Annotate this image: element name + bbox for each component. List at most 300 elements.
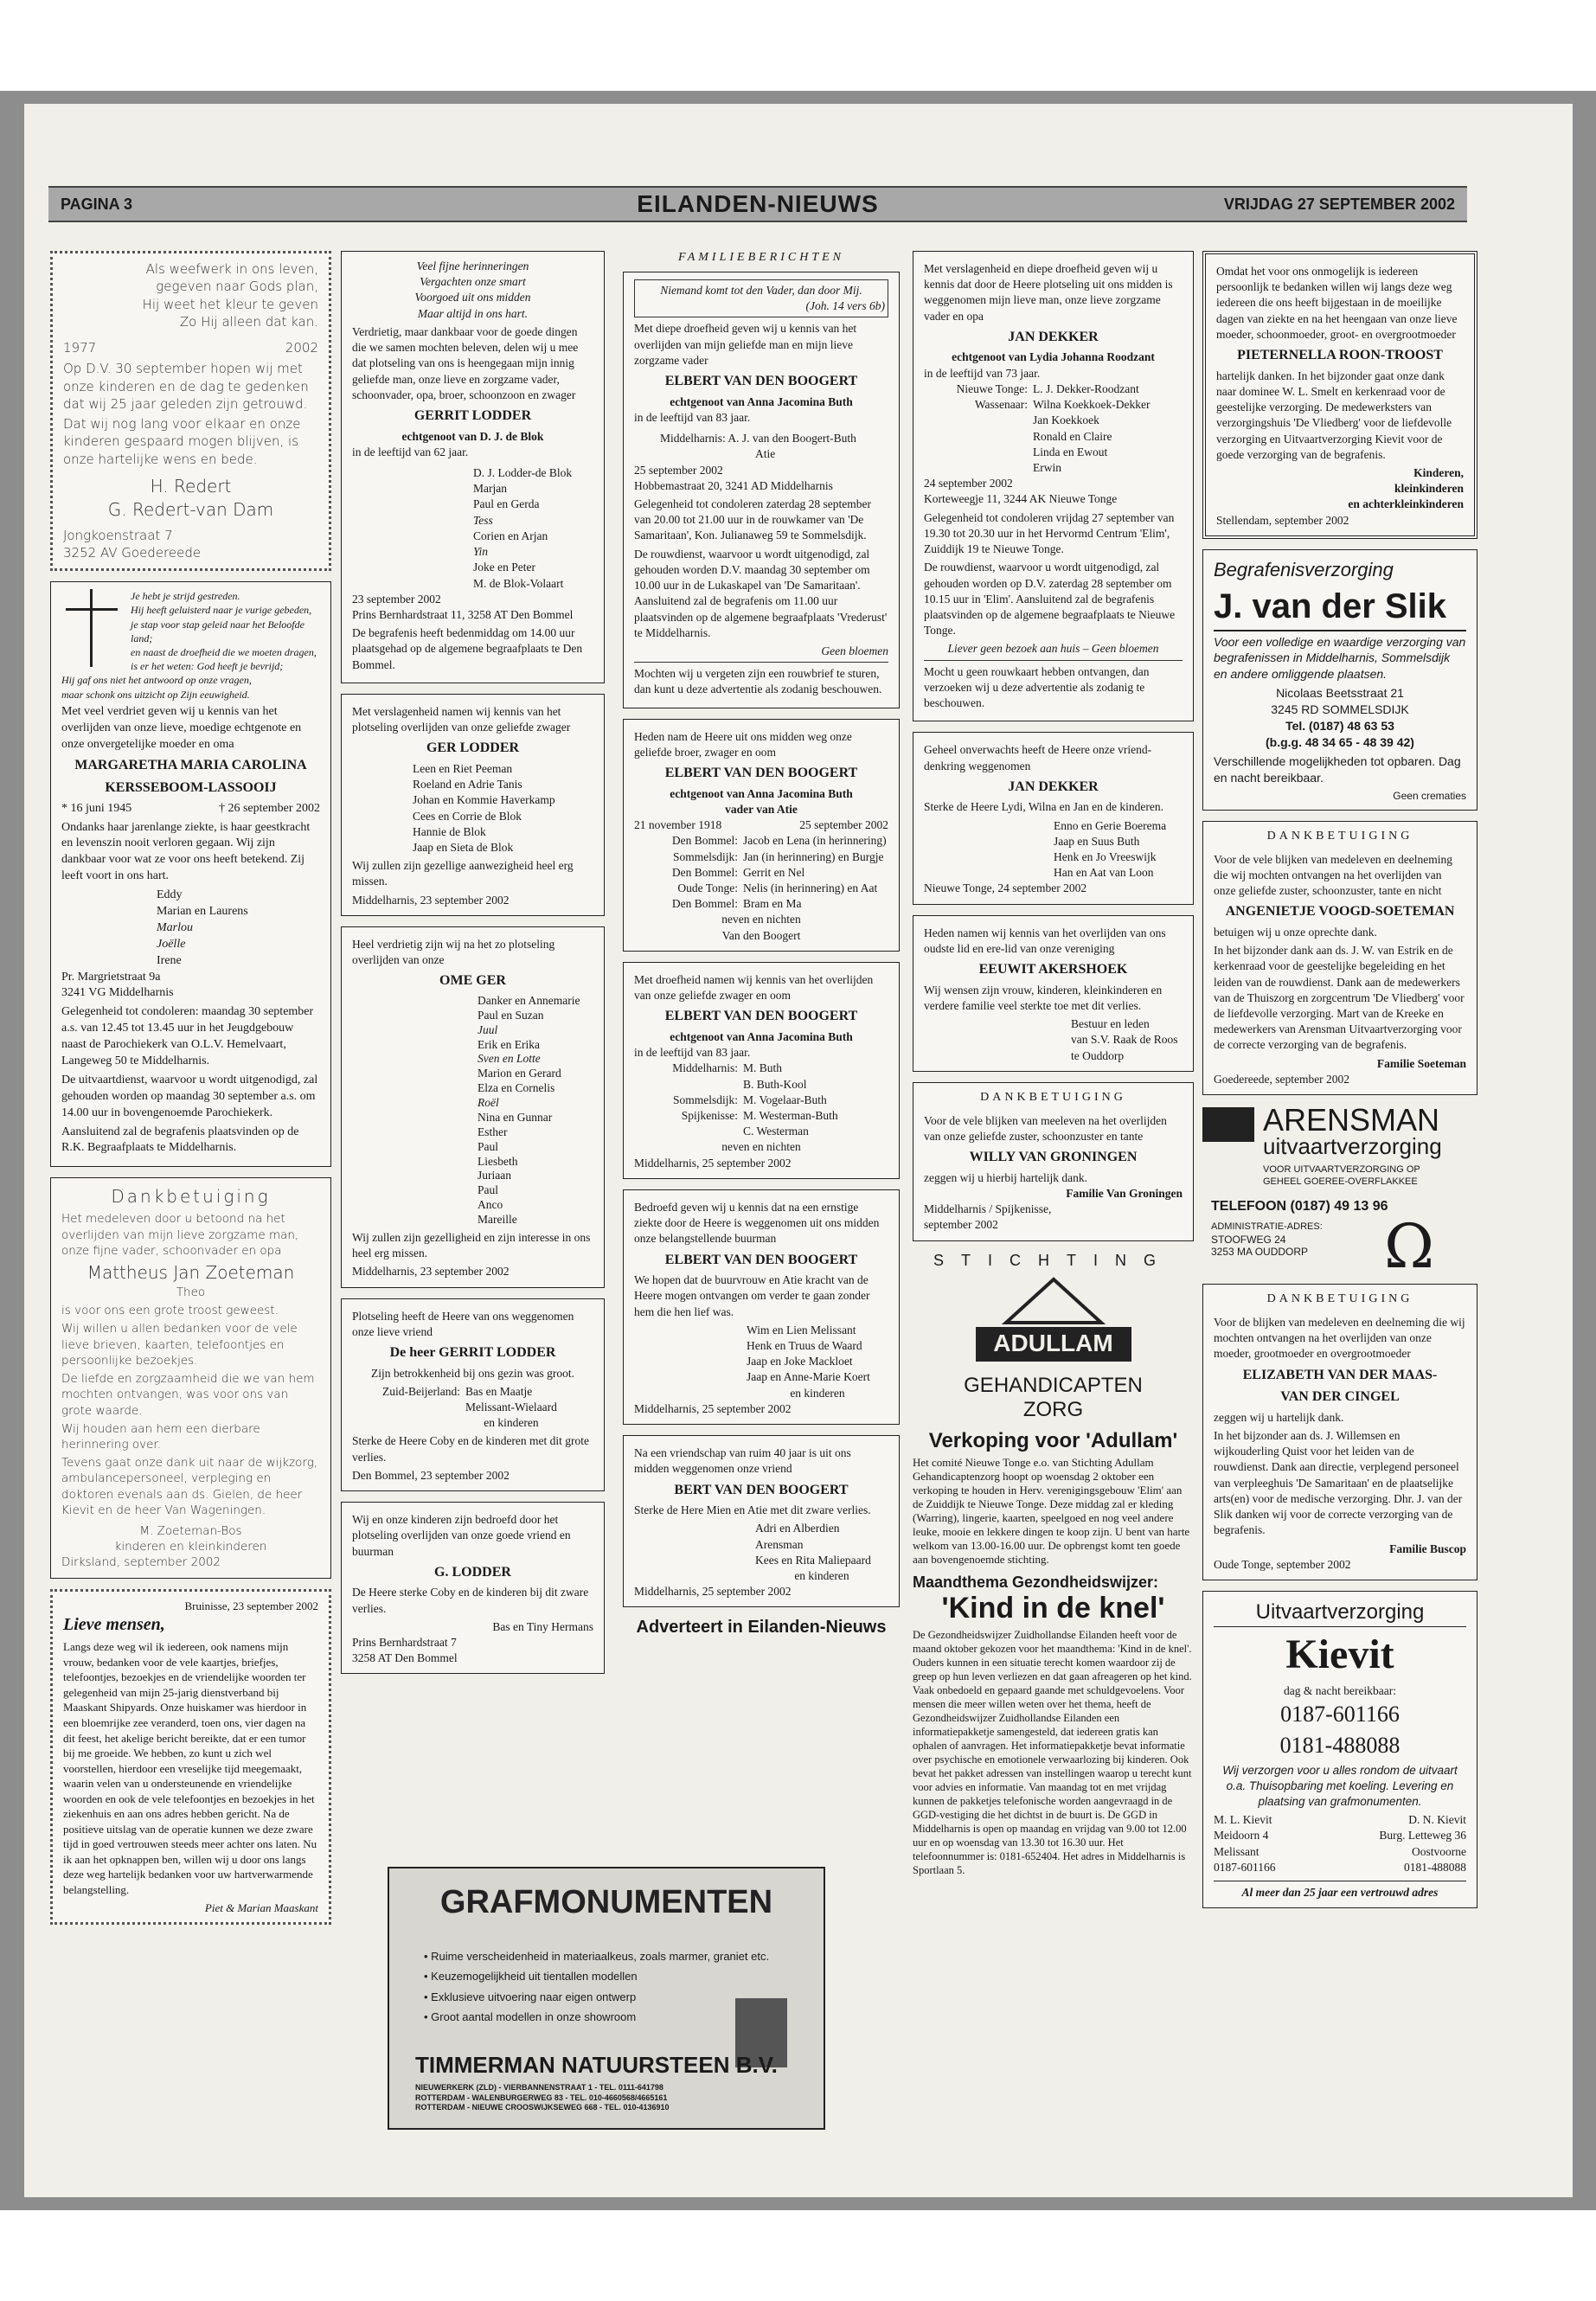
address: 3245 RD SOMMELSDIJK <box>1271 702 1409 717</box>
poem-line: Hij heeft geluisterd naar je vurige gebeden, <box>131 604 312 617</box>
article-kicker: Maandthema Gezondheidswijzer: <box>913 1573 1159 1591</box>
family-line: Bas en Maatje <box>465 1384 533 1398</box>
contact-line: 0187-601166 <box>1214 1860 1276 1874</box>
birth-date: * 16 juni 1945 <box>61 801 132 815</box>
bullet-line: • Keuzemogelijkheid uit tientallen modellen <box>424 1970 638 1984</box>
place-date: Bruinisse, 23 september 2002 <box>184 1599 318 1612</box>
age-line: in de leeftijd van 83 jaar. <box>634 410 751 424</box>
place-date: Middelharnis, 23 september 2002 <box>352 1265 510 1279</box>
contact-line: M. L. Kievit <box>1214 1813 1272 1827</box>
deceased-name: OME GER <box>439 973 506 989</box>
bullet-text: Groot aantal modellen in onze showroom <box>431 2010 637 2024</box>
row-place <box>924 429 1033 445</box>
ad-title: DANKBETUIGING <box>1266 1292 1413 1306</box>
row-names: Linda en Ewout <box>1033 445 1108 458</box>
signature: Familie Van Groningen <box>1066 1186 1183 1200</box>
family-line: Mareille <box>478 1213 517 1226</box>
contact-line: D. N. Kievit <box>1408 1813 1466 1827</box>
obituary-lodder <box>341 251 605 683</box>
phone: 0187-601166 <box>1280 1702 1400 1727</box>
row-names: Nelis (in herinnering) en Aat <box>743 881 878 894</box>
company-subtitle: uitvaartverzorging <box>1263 1133 1442 1160</box>
signature: en achterkleinkinderen <box>1348 497 1464 511</box>
address: Korteweegje 11, 3244 AK Nieuwe Tonge <box>924 492 1118 506</box>
address: Prins Bernhardstraat 7 <box>352 1636 457 1649</box>
ad-text: We hopen dat de buurvrouw en Atie kracht van de Heere mogen ontvangen om verder te gaan zonder hem die hen lief was. <box>634 1273 870 1318</box>
row-place: Middelharnis: <box>672 1061 738 1075</box>
family-line: Danker en Annemarie <box>478 993 580 1007</box>
bullet-text: Keuzemogelijkheid uit tientallen modellen <box>431 1970 638 1984</box>
family-line: Marion en Gerard <box>478 1067 561 1080</box>
obituary-g-lodder-neighbours <box>341 1502 605 1674</box>
family-line: Jaap en Joke Mackloet <box>747 1355 853 1368</box>
ad-text: De uitvaartdienst, waarvoor u wordt uitgenodigd, zal gehouden worden op maandag 30 september a.s. om 14.00 uur in bovengenoemde Parochiekerk. <box>61 1073 318 1119</box>
age-line: in de leeftijd van 62 jaar. <box>352 445 469 458</box>
spouse-line: echtgenoot van Anna Jacomina Buth <box>670 1029 853 1043</box>
contact-line: Burg. Letteweg 36 <box>1379 1829 1466 1843</box>
deceased-name: BERT VAN DEN BOOGERT <box>674 1482 849 1497</box>
family-line: en kinderen <box>794 1568 849 1582</box>
ad-text: Sterke de Heere Coby en de kinderen met dit grote verlies. <box>352 1434 590 1464</box>
column-3 <box>623 251 900 1638</box>
ad-text: In het bijzonder dank aan ds. J. W. van Estrik en de kerkenraad voor de geestelijke begeleiding en het leiden van de rouwdienst. Dank aan de medewerkers van de Thuiszorg en zorgcentrum 'De Vliedberg' voor de liefdevolle verzorging. Mart van de Kreeke en medewerkers van Arensman Uitvaartverzorging voor de correcte verzorging van de begrafenis. <box>1214 944 1465 1052</box>
row-place: Sommelsdijk: <box>672 1093 738 1106</box>
row-names: Ronald en Claire <box>1033 429 1112 443</box>
deceased-name: VAN DER CINGEL <box>1280 1389 1400 1405</box>
ad-text: Heden nam de Heere uit ons midden weg onze geliefde broer, zwager en oom <box>634 729 852 759</box>
deceased-name: ELBERT VAN DEN BOOGERT <box>664 1252 858 1267</box>
deceased-name: ELBERT VAN DEN BOOGERT <box>664 1009 858 1024</box>
family-line: Middelharnis: A. J. van den Boogert-Buth <box>660 432 856 445</box>
obituary-dekker-friends <box>913 732 1194 904</box>
family-line: M. de Blok-Volaart <box>473 576 564 590</box>
deceased-name: De heer GERRIT LODDER <box>389 1344 556 1360</box>
family-line: Liesbeth <box>478 1154 518 1168</box>
company-name: J. van der Slik <box>1214 583 1466 631</box>
deceased-name: G. LODDER <box>434 1564 511 1580</box>
spouse-line: echtgenoot van Anna Jacomina Buth <box>670 786 853 800</box>
family-line: Paul <box>478 1183 499 1197</box>
ad-text: is voor ons een grote troost geweest. <box>61 1304 279 1318</box>
date: september 2002 <box>924 1218 998 1232</box>
poem-line: gegeven naar Gods plan, <box>156 279 318 295</box>
ad-footer: Al meer dan 25 jaar een vertrouwd adres <box>1214 1881 1466 1900</box>
family-line: Juriaan <box>478 1169 511 1183</box>
deceased-name: ELBERT VAN DEN BOOGERT <box>664 374 858 389</box>
family-line: Elza en Cornelis <box>478 1081 555 1095</box>
note: Geen crematies <box>1393 789 1466 802</box>
ad-text: Wij wensen zijn vrouw, kinderen, kleinkinderen en verdere familie veel sterkte toe met dit verlies. <box>924 983 1163 1012</box>
ad-text: Met diepe droefheid geven wij u kennis van het overlijden van mijn geliefde man en mijn lieve zorgzame vader <box>634 322 857 367</box>
family-line: Anco <box>478 1198 503 1212</box>
row-names: M. Westerman-Buth <box>743 1108 838 1122</box>
article-headline: Verkoping voor 'Adullam' <box>928 1428 1178 1452</box>
ad-text: dag & nacht bereikbaar: <box>1283 1684 1397 1698</box>
ad-text: Sterke de Heere Lydi, Wilna en Jan en de kinderen. <box>924 800 1163 814</box>
place: Middelharnis / Spijkenisse, <box>924 1202 1052 1216</box>
signature: M. Zoeteman-Bos <box>139 1524 242 1539</box>
place-date: Den Bommel, 23 september 2002 <box>352 1468 510 1482</box>
poem-line: Veel fijne herinneringen <box>416 260 529 272</box>
address: Jongkoenstraat 7 <box>63 527 173 543</box>
page-header <box>48 186 1467 222</box>
ad-text: Gelegenheid tot condoleren zaterdag 28 september van 20.00 tot 21.00 uur in de rouwkamer van 'De Samaritaan', Kon. Julianaweg 59 te Sommelsdijk. <box>634 497 872 542</box>
ad-text: zeggen wij u hartelijk dank. <box>1214 1410 1344 1424</box>
poem-line: is er het weten: God heeft je bevrijd; <box>131 660 284 673</box>
row-place: Den Bommel: <box>671 897 738 911</box>
poem-line: Als weefwerk in ons leven, <box>145 261 318 277</box>
stichting-label: STICHTING <box>933 1251 1173 1269</box>
place-date: Middelharnis, 25 september 2002 <box>634 1585 792 1599</box>
company-name: TIMMERMAN NATUURSTEEN B.V. <box>415 2052 778 2078</box>
row-place <box>634 1077 743 1093</box>
family-line: Marian en Laurens <box>157 904 248 918</box>
knel-article <box>913 1574 1194 1877</box>
ad-text: Wij verzorgen voor u alles rondom de uitvaart o.a. Thuisopbaring met koeling. Levering en plaatsing van grafmonumenten. <box>1222 1763 1458 1809</box>
cross-icon <box>61 589 122 667</box>
ad-text: Heden namen wij kennis van het overlijden van ons oudste lid en ere-lid van onze vereniging <box>924 926 1166 955</box>
spouse-line: echtgenoot van D. J. de Blok <box>401 429 544 443</box>
ad-text: Met verslagenheid namen wij kennis van het plotseling overlijden van onze geliefde zwager <box>352 704 571 734</box>
ad-title: GRAFMONUMENTEN <box>439 1884 773 1920</box>
row-names: M. Vogelaar-Buth <box>743 1093 827 1106</box>
deceased-name: JAN DEKKER <box>1008 329 1099 344</box>
family-line: Esther <box>478 1125 508 1138</box>
family-line: Marjan <box>473 482 507 496</box>
obituary-boogert-siblings <box>623 719 900 952</box>
deceased-name: ELBERT VAN DEN BOOGERT <box>664 766 858 781</box>
signature: te Ouddorp <box>1071 1048 1125 1062</box>
thanks-ad-voogd <box>1202 821 1477 1095</box>
bullet-line: • Groot aantal modellen in onze showroom <box>424 2010 637 2024</box>
deceased-name: GERRIT LODDER <box>413 407 532 423</box>
family-line: Jaap en Sieta de Blok <box>413 840 514 854</box>
family-line: Han en Aat van Loon <box>1054 866 1154 880</box>
poem-line: je stap voor stap geleid naar het Beloofde land; <box>131 618 304 644</box>
thanks-ad-maaskant <box>50 1589 331 1925</box>
obituary-gerrit-lodder-friends <box>341 1298 605 1492</box>
deceased-name: PIETERNELLA ROON-TROOST <box>1237 348 1443 363</box>
thanks-ad-roon <box>1202 251 1477 539</box>
family-line: Henk en Truus de Waard <box>747 1338 862 1352</box>
row-place: Wassenaar: <box>974 398 1028 412</box>
ad-text: Verschillende mogelijkheden tot opbaren. Dag en nacht bereikbaar. <box>1214 753 1461 785</box>
death-date: 25 september 2002 <box>799 818 888 832</box>
phone: 0181-488088 <box>1279 1732 1401 1758</box>
ad-van-der-slik <box>1202 549 1477 811</box>
family-line: Adri en Alberdien Arensman <box>755 1522 840 1551</box>
deceased-name: MARGARETHA MARIA CAROLINA <box>74 758 307 773</box>
row-names: M. Buth <box>743 1061 783 1075</box>
omega-icon: Ω <box>1384 1211 1435 1283</box>
ad-text: Geheel onverwachts heeft de Heere onze vriend-denkring weggenomen <box>924 743 1152 772</box>
thanks-ad-zoeteman <box>50 1177 331 1578</box>
family-line: Cees en Corrie de Blok <box>413 809 522 823</box>
adullam-article <box>913 1252 1194 1567</box>
bible-reference: (Joh. 14 vers 6b) <box>805 299 885 313</box>
family-line: Roeland en Adrie Tanis <box>413 778 522 792</box>
date: 24 september 2002 <box>924 477 1013 490</box>
ad-kicker: Begrafenisverzorging <box>1214 558 1394 580</box>
age-line: in de leeftijd van 83 jaar. <box>634 1046 751 1060</box>
bible-verse: Niemand komt tot den Vader, dan door Mij. <box>660 284 862 297</box>
obituary-boogert-neighbours <box>623 1189 900 1425</box>
deceased-name: EEUWIT AKERSHOEK <box>978 962 1128 977</box>
death-date: † 26 september 2002 <box>218 801 320 815</box>
signature: Bas en Tiny Hermans <box>492 1619 593 1633</box>
spouse-line: echtgenoot van Lydia Johanna Roodzant <box>952 350 1155 364</box>
ad-text: Wij houden aan hem een dierbare herinnering over. <box>61 1421 260 1452</box>
signature: kleinkinderen <box>1394 482 1464 496</box>
branch-line: ROTTERDAM - NIEUWE CROOSWIJKSEWEG 668 - TEL. 010-4136910 <box>415 2103 670 2112</box>
family-line: Corien en Arjan <box>473 529 548 542</box>
thanks-ad-cingel <box>1202 1284 1477 1580</box>
family-line: en kinderen <box>484 1416 539 1430</box>
poem-line: en naast de droefheid die we moeten dragen, <box>131 646 317 658</box>
ad-text: Ondanks haar jarenlange ziekte, is haar geestkracht en levenszin nooit verloren gegaan. Wij zijn dankbaar voor wat ze voor ons heeft betekend. Zij leeft voort in ons hart. <box>61 820 311 883</box>
obituary-ger-lodder <box>341 694 605 916</box>
ad-text: Met verslagenheid en diepe droefheid geven wij u kennis dat door de Heere plotseling uit ons midden is weggenomen mijn lieve man, onze lieve zorgzame vader en opa <box>924 262 1173 323</box>
ad-text: In het bijzonder aan ds. J. Willemsen en wijkouderling Quist voor het leiden van de rouwdienst. Dank aan directie, verplegend personeel van verpleeghuis 'De Samaritaan' en de plaatselijke arts(en) voor de medische verzorging. Dhr. J. van der Slik danken wij voor de correcte verzorging van de begrafenis. <box>1214 1429 1463 1537</box>
family-line: Leen en Riet Peeman <box>413 761 513 775</box>
contact-line: Oostvoorne <box>1412 1844 1466 1858</box>
family-line: Kees en Rita Maliepaard <box>755 1553 871 1567</box>
family-line: Atie <box>755 447 776 461</box>
family-line: Joke en Peter <box>473 561 535 574</box>
column-1 <box>50 251 331 1935</box>
family-line: Erik en Erika <box>478 1037 540 1051</box>
ad-text: Langs deze weg wil ik iedereen, ook namens mijn vrouw, bedanken voor de vele kaartjes, briefjes, telefoontjes, bezoekjes en de vriendelijke woorden ter gelegenheid van mijn 25-jarig dienstverband bij Maaskant Shipyards. Onze huiskamer was hierdoor in een bloemrijke zee veranderd, toen ons, vier dagen na dit feest, het akelige bericht bereikte, dat er een tumor bij me groeide. We hebben, zo kunt u zich wel voorstellen, hierdoor een vreselijke tijd meegemaakt, waarin velen van u ondersteunende en vriendelijke woorden en ook de vele telefoontjes en bezoekjes in het ziekenhuis en aan ons adres hebben gericht. Na de positieve uitslag van de operatie kunnen we deze zware tijd in goed vertrouwen steeds meer achter ons laten. Nu ik aan het opknappen ben, willen wij u door ons langs deze weg hartelijk bedanken voor uw hartverwarmende belangstelling. <box>63 1640 317 1896</box>
logo-subtitle: GEHANDICAPTEN <box>964 1373 1143 1397</box>
ad-text: Wij en onze kinderen zijn bedroefd door het plotseling overlijden van onze goede vriend en buurman <box>352 1513 571 1558</box>
issue-date: VRIJDAG 27 SEPTEMBER 2002 <box>1223 195 1455 213</box>
ad-title: DANKBETUIGING <box>980 1090 1126 1104</box>
address: Nicolaas Beetsstraat 21 <box>1276 686 1404 701</box>
column-5 <box>1202 251 1477 1919</box>
ad-text: Heel verdrietig zijn wij na het zo plotseling overlijden van onze <box>352 937 555 967</box>
family-line: Yin <box>473 545 489 559</box>
column-2 <box>341 251 605 1684</box>
family-line: Paul en Gerda <box>473 497 540 511</box>
poem-line: maar schonk ons uitzicht op Zijn eeuwigheid. <box>61 688 250 701</box>
address-label: ADMINISTRATIE-ADRES: <box>1211 1221 1323 1233</box>
family-line: neven en nichten <box>721 1140 801 1154</box>
family-line: Marlou <box>157 920 193 934</box>
row-names: Wilna Koekkoek-Dekker <box>1033 398 1151 412</box>
contact-line: Meidoorn 4 <box>1214 1829 1269 1843</box>
row-names: L. J. Dekker-Roodzant <box>1033 381 1139 395</box>
row-place <box>634 1124 743 1139</box>
place: Zuid-Beijerland: <box>382 1384 460 1398</box>
row-names: Bram en Ma <box>743 897 802 911</box>
ad-text: Het medeleven door u betoond na het overlijden van mijn lieve zorgzame man, onze fijne vader, schoonvader en opa <box>61 1212 299 1258</box>
phone: (b.g.g. 48 34 65 - 48 39 42) <box>1266 734 1414 749</box>
ad-text: Voor een volledige en waardige verzorging van begrafenissen in Middelharnis, Sommelsdijk en andere omliggende plaatsen. <box>1214 634 1466 682</box>
deceased-name: GER LODDER <box>426 740 520 756</box>
poem-line: Hij gaf ons niet het antwoord op onze vragen, <box>61 674 252 687</box>
row-place <box>924 413 1033 428</box>
obituary-ome-ger <box>341 926 605 1288</box>
row-names: Jacob en Lena (in herinnering) <box>743 834 887 848</box>
signature: G. Redert-van Dam <box>107 498 274 520</box>
family-line: Johan en Kommie Haverkamp <box>413 793 555 807</box>
article-body: Het comité Nieuwe Tonge e.o. van Stichting Adullam Gehandicaptenzorg hoopt op woensdag 2 oktober een verkoping te houden in Herv. verenigingsgebouw 'Elim' aan de Zuiddijk te Nieuwe Tonge. Deze middag zal er kleding (Warring), lingerie, kaarten, speelgoed en nog veel andere leuke, mooie en lekkere dingen te koop zijn. U bent van harte welkom van 13.00-16.00 uur. De opbrengst komt ten goede aan bovengenoemde stichting. <box>913 1455 1190 1566</box>
signature: Familie Soeteman <box>1376 1056 1466 1070</box>
ad-text: Voor de vele blijken van medeleven en deelneming die wij mochten ontvangen na het overlijden van onze geliefde zuster, schoonzuster, tante en nicht <box>1214 852 1453 898</box>
row-place: Nieuwe Tonge: <box>956 381 1028 395</box>
ad-text: Verdrietig, maar dankbaar voor de goede dingen die we samen mochten beleven, delen wij u mee dat plotseling van ons is heengegaan mijn innig geliefde man, onze lieve en zorgzame vader, schoonvader, opa, broer, schoonzoon en zwager <box>352 324 579 401</box>
bullet-text: Ruime verscheidenheid in materiaalkeus, zoals marmer, graniet etc. <box>431 1950 770 1963</box>
obituary-kersseboom <box>50 581 331 1167</box>
article-body: De Gezondheidswijzer Zuidhollandse Eilanden heeft voor de maand oktober gekozen voor het maandthema: 'Kind in de knel'. Ouders kunnen in een situatie terecht komen waardoor zij de greep op hun leven verliezen en dat gaan afreageren op het kind. Vaak onbedoeld en gepaard gaande met schuldgevoelens. Voor mensen die meer willen weten over het thema, heeft de Gezondheidswijzer Zuidhollandse Eilanden een informatiepakketje samengesteld, dat iedereen gratis kan ophalen of aanvragen. Het informatiepakketje bevat informatie over psychische en emotionele verwaarlozing bij kinderen. Ook bevat het pakket adressen van instellingen waarop u terecht kunt voor advies en informatie. Van maandag tot en met vrijdag kunnen de pakketjes telefonische worden aangevraagd in de GGD-vestiging die het dichtst in de buurt is. De GGD in Middelharnis is open op maandag en vrijdag van 9.00 tot 12.00 uur en op woensdag van 13.30 tot 16.30 uur. Het telefoonnummer is: 0181-652404. Het adres in Middelharnis is Sportlaan 5. <box>913 1628 1192 1876</box>
logo-subtitle: ZORG <box>1022 1397 1084 1421</box>
family-line: Hannie de Blok <box>413 824 486 838</box>
ad-text: De rouwdienst, waarvoor u wordt uitgenodigd, zal gehouden worden op D.V. zaterdag 28 september om 10.15 uur in 'Elim'. Aansluitend zal de begrafenis plaatsvinden op de algemene begraafplaats te Nieuwe Tonge. <box>924 561 1176 638</box>
spouse-line: vader van Atie <box>725 802 798 816</box>
family-line: Tess <box>473 513 493 527</box>
family-line: Jaap en Suus Buth <box>1054 834 1140 848</box>
ad-title: Lieve mensen, <box>63 1615 165 1635</box>
address: STOOFWEG 24 <box>1211 1234 1286 1247</box>
note: Liever geen bezoek aan huis – Geen bloemen <box>947 642 1159 656</box>
family-line: en kinderen <box>790 1386 845 1400</box>
ad-text: Plotseling heeft de Heere van ons weggenomen onze lieve vriend <box>352 1309 574 1338</box>
ad-text: Voor de blijken van medeleven en deelneming die wij mochten ontvangen na het overlijden van onze moeder, grootmoeder en overgrootmoeder <box>1214 1315 1465 1361</box>
place-date: Middelharnis, 23 september 2002 <box>352 893 510 907</box>
family-line: Wim en Lien Melissant <box>747 1323 856 1336</box>
family-line: neven en nichten <box>721 913 801 926</box>
family-line: Melissant-Wielaard <box>465 1400 557 1413</box>
place-date: Nieuwe Tonge, 24 september 2002 <box>924 881 1087 895</box>
ad-text: De liefde en zorgzaamheid die we van hem mochten ontvangen, was voor ons van grote waarde. <box>61 1372 315 1418</box>
poem-line: Maar altijd in ons hart. <box>417 306 529 320</box>
address: 3258 AT Den Bommel <box>352 1651 458 1665</box>
ad-text: Wij zullen zijn gezelligheid en zijn interesse in ons heel erg missen. <box>352 1230 591 1260</box>
place-date: Oude Tonge, september 2002 <box>1214 1557 1351 1571</box>
tagline: VOOR UITVAARTVERZORGING OP <box>1263 1164 1420 1176</box>
obituary-boogert-family <box>623 272 900 708</box>
row-place: Den Bommel: <box>671 834 738 848</box>
section-title: FAMILIEBERICHTEN <box>677 251 845 264</box>
branch-line: ROTTERDAM - WALENBURGERWEG 83 - TEL. 010-4660568/4665161 <box>415 2093 668 2102</box>
row-names: C. Westerman <box>743 1125 809 1138</box>
obituary-boogert-in-laws <box>623 962 900 1179</box>
place-date: Middelharnis, 25 september 2002 <box>634 1401 792 1415</box>
row-names: Erwin <box>1033 461 1061 474</box>
obituary-dekker-family <box>913 251 1194 721</box>
row-place: Spijkenisse: <box>681 1108 738 1122</box>
place-date: Stellendam, september 2002 <box>1216 513 1349 527</box>
family-line: Roël <box>478 1096 499 1109</box>
company-name: ARENSMAN <box>1263 1102 1440 1138</box>
place-date: Dirksland, september 2002 <box>61 1555 221 1570</box>
ad-title: DANKBETUIGING <box>1266 829 1413 843</box>
ad-text: hartelijk danken. In het bijzonder gaat onze dank naar dominee W. L. Smelt en kerkenraad voor de geestelijke verzorging. De medewerksters van verzorgingshuis 'De Vliedberg' voor de liefdevolle verzorging en Uitvaartverzorging Kievit voor de goede verzorging van de begrafenis. <box>1216 369 1452 461</box>
deceased-name: ELIZABETH VAN DER MAAS- <box>1242 1367 1438 1382</box>
date: 25 september 2002 <box>634 463 723 477</box>
ad-text: zeggen wij u hierbij hartelijk dank. <box>924 1170 1087 1184</box>
ad-text: Voor de vele blijken van meeleven na het overlijden van onze geliefde zuster, schoonzuster en tante <box>924 1113 1167 1143</box>
bullet-line: • Ruime verscheidenheid in materiaalkeus, zoals marmer, graniet etc. <box>424 1950 770 1963</box>
deceased-name: ANGENIETJE VOOGD-SOETEMAN <box>1225 904 1455 920</box>
address: 3241 VG Middelharnis <box>61 986 174 1000</box>
ad-kievit <box>1202 1591 1477 1908</box>
bullet-line: • Exklusieve uitvoering naar eigen ontwerp <box>424 1990 637 2003</box>
page-number: PAGINA 3 <box>61 195 133 213</box>
family-line: D. J. Lodder-de Blok <box>473 466 573 479</box>
ad-text: Aansluitend zal de begrafenis plaatsvinden op de R.K. Begraafplaats te Middelharnis. <box>61 1125 299 1155</box>
ad-text: Omdat het voor ons onmogelijk is iedereen persoonlijk te bedanken willen wij langs deze weg iedereen die ons heeft bijgestaan in de moeilijke dagen van ziekte en na het heengaan van onze lieve moeder, schoonmoeder, groot- en overgrootmoeder <box>1216 265 1458 341</box>
ad-title: Dankbetuiging <box>111 1186 271 1208</box>
column-4 <box>913 251 1194 1880</box>
ad-text: Met veel verdriet geven wij u kennis van het overlijden van onze lieve, moedige echtgenote en onze onvergetelijke moeder en oma <box>61 704 302 751</box>
masthead: EILANDEN-NIEUWS <box>637 190 879 217</box>
phone: Tel. (0187) 48 63 53 <box>1285 719 1394 734</box>
family-line: Sven en Lotte <box>478 1052 541 1066</box>
poem-line: Voorgoed uit ons midden <box>414 291 531 304</box>
row-names: Gerrit en Nel <box>743 865 805 879</box>
phone: TELEFOON (0187) 49 13 96 <box>1211 1199 1388 1215</box>
note: Geen bloemen <box>821 644 888 657</box>
address: 3252 AV Goedereede <box>63 545 202 561</box>
jubilee-ad-redert <box>50 251 331 571</box>
thanks-ad-groningen <box>913 1082 1194 1241</box>
row-names: B. Buth-Kool <box>743 1077 807 1091</box>
signature: Familie Buscop <box>1389 1541 1466 1555</box>
date: 23 september 2002 <box>352 592 441 606</box>
contact-line: 0181-488088 <box>1404 1860 1466 1874</box>
obituary-akershoek <box>913 915 1194 1072</box>
deceased-name: Mattheus Jan Zoeteman <box>87 1261 295 1283</box>
place-date: Middelharnis, 25 september 2002 <box>634 1156 792 1170</box>
logo-text: ADULLAM <box>993 1329 1113 1356</box>
row-place <box>924 460 1033 476</box>
poem-line: Je hebt je strijd gestreden. <box>131 590 240 603</box>
obituary-bert-boogert <box>623 1435 900 1607</box>
nickname: Theo <box>176 1285 206 1299</box>
adullam-logo <box>971 1275 1136 1370</box>
grafmonumenten-ad <box>388 1867 825 2130</box>
poem-line: Vergachten onze smart <box>420 275 526 289</box>
row-place: Oude Tonge: <box>677 881 738 894</box>
family-line: Joëlle <box>157 937 186 951</box>
signature: Kinderen, <box>1413 466 1464 479</box>
family-line: Van den Boogert <box>721 928 801 942</box>
ad-text: betuigen wij u onze oprechte dank. <box>1214 925 1377 939</box>
row-place: Sommelsdijk: <box>672 849 738 863</box>
ad-text: Mochten wij u vergeten zijn een rouwbrief te sturen, dan kunt u deze advertentie als zodanig beschouwen. <box>634 662 888 697</box>
signature: H. Redert <box>150 475 232 497</box>
spouse-line: echtgenoot van Anna Jacomina Buth <box>670 394 853 408</box>
family-line: Paul en Suzan <box>478 1008 544 1022</box>
family-line: Juul <box>478 1022 498 1036</box>
ad-text: Zijn betrokkenheid bij ons gezin was groot. <box>370 1366 575 1380</box>
address: Prins Bernhardstraat 11, 3258 AT Den Bommel <box>352 607 574 621</box>
ad-text: De rouwdienst, waarvoor u wordt uitgenodigd, zal gehouden worden D.V. maandag 30 september om 10.00 uur in de Lukaskapel van 'De Samaritaan'. Aansluitend zal de begrafenis om 11.00 uur plaatsvinden op de algemene begraafplaats 'Vrederust' te Middelharnis. <box>634 547 888 639</box>
ad-arensman <box>1202 1102 1477 1283</box>
bullet-text: Exklusieve uitvoering naar eigen ontwerp <box>431 1990 637 2003</box>
family-line: Henk en Jo Vreeswijk <box>1054 849 1157 863</box>
arensman-logo-icon <box>1202 1107 1254 1142</box>
row-names: Jan (in herinnering) en Burgje <box>743 849 884 863</box>
place-date: Goedereede, september 2002 <box>1214 1072 1350 1086</box>
row-place: Den Bommel: <box>671 865 738 879</box>
row-names: Jan Koekkoek <box>1033 413 1099 427</box>
year-start: 1977 <box>63 340 97 356</box>
poem-line: Hij weet het kleur te geven <box>142 296 318 312</box>
address: Hobbemastraat 20, 3241 AD Middelharnis <box>634 478 833 492</box>
family-line: Eddy <box>157 888 183 902</box>
